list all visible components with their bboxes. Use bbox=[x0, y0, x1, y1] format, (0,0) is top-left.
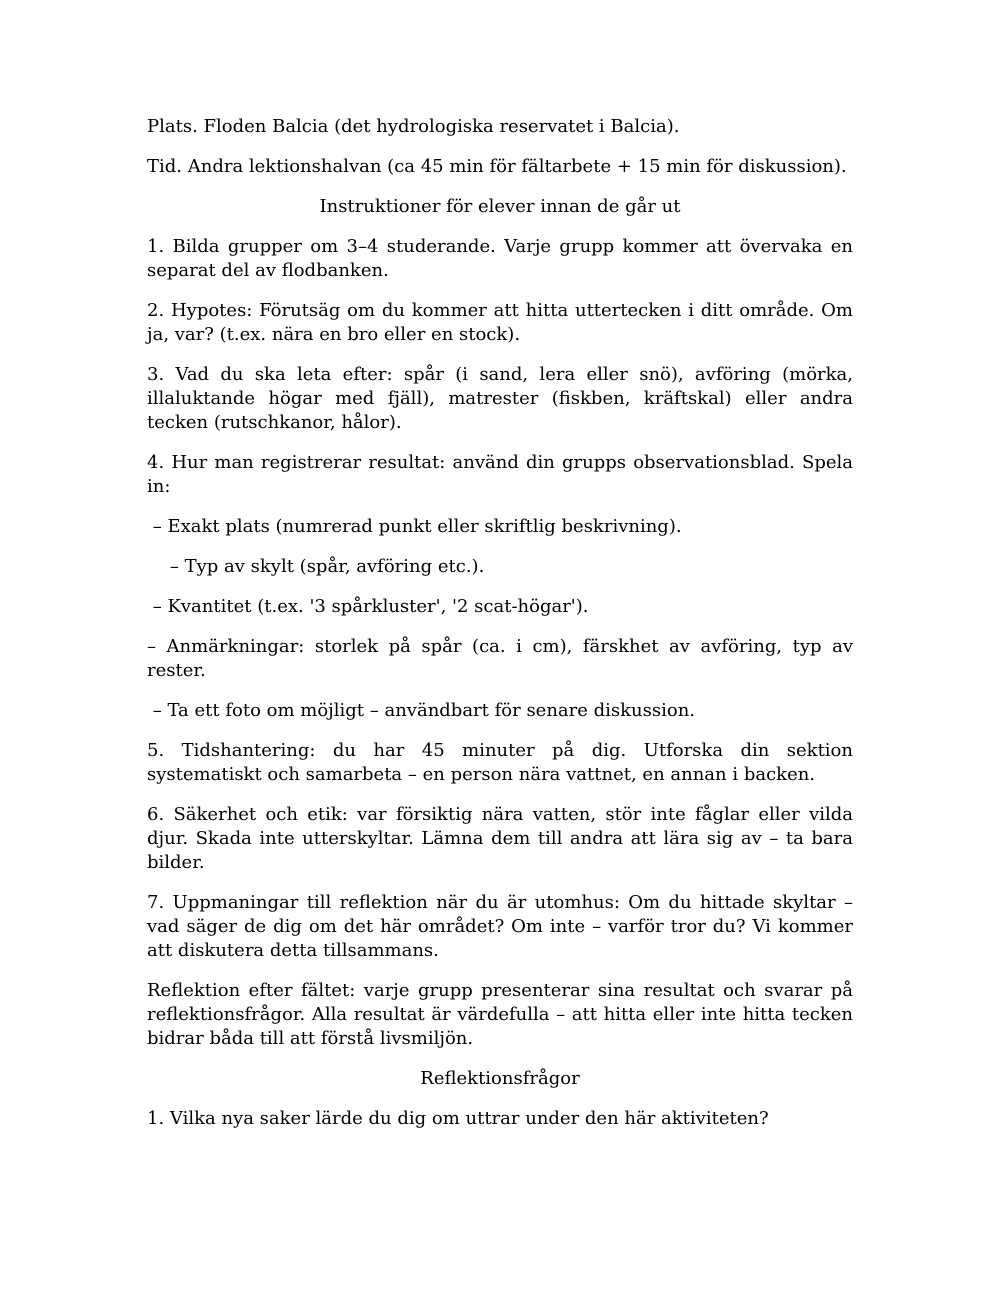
step-4: 4. Hur man registrerar resultat: använd din grupps observationsblad. Spela in: bbox=[147, 452, 853, 497]
record-item-remarks: – Anmärkningar: storlek på spår (ca. i cm), färskhet av avföring, typ av rester. bbox=[147, 636, 853, 681]
record-item-photo: – Ta ett foto om möjligt – användbart för senare diskussion. bbox=[147, 700, 696, 721]
step-7: 7. Uppmaningar till reflektion när du är utomhus: Om du hittade skyltar – vad säger de dig om det här området? Om inte – varför tror du? Vi kommer att diskutera detta tillsammans. bbox=[147, 892, 853, 961]
step-2: 2. Hypotes: Förutsäg om du kommer att hitta uttertecken i ditt område. Om ja, var? (t.ex. nära en bro eller en stock). bbox=[147, 300, 853, 345]
instructions-heading: Instruktioner för elever innan de går ut bbox=[319, 196, 681, 217]
time-line: Tid. Andra lektionshalvan (ca 45 min för fältarbete + 15 min för diskussion). bbox=[147, 156, 847, 177]
question-1: 1. Vilka nya saker lärde du dig om uttrar under den här aktiviteten? bbox=[147, 1108, 769, 1129]
document-body bbox=[147, 115, 853, 1147]
questions-heading: Reflektionsfrågor bbox=[420, 1068, 580, 1089]
step-1: 1. Bilda grupper om 3–4 studerande. Varje grupp kommer att övervaka en separat del av flodbanken. bbox=[147, 236, 853, 281]
step-6: 6. Säkerhet och etik: var försiktig nära vatten, stör inte fåglar eller vilda djur. Skada inte utterskyltar. Lämna dem till andra att lära sig av – ta bara bilder. bbox=[147, 804, 853, 873]
record-item-sign-type: – Typ av skylt (spår, avföring etc.). bbox=[147, 556, 485, 577]
step-3: 3. Vad du ska leta efter: spår (i sand, lera eller snö), avföring (mörka, illaluktande högar med fjäll), matrester (fiskben, kräftskal) eller andra tecken (rutschkanor, hålor). bbox=[147, 364, 853, 433]
record-item-quantity: – Kvantitet (t.ex. '3 spårkluster', '2 scat-högar'). bbox=[147, 596, 589, 617]
place-line: Plats. Floden Balcia (det hydrologiska reservatet i Balcia). bbox=[147, 116, 680, 137]
step-5: 5. Tidshantering: du har 45 minuter på dig. Utforska din sektion systematiskt och samarbeta – en person nära vattnet, en annan i backen. bbox=[147, 740, 853, 785]
reflection-after-field: Reflektion efter fältet: varje grupp presenterar sina resultat och svarar på reflektionsfrågor. Alla resultat är värdefulla – att hitta eller inte hitta tecken bidrar båda till att förstå livsmiljön. bbox=[147, 980, 853, 1049]
record-item-location: – Exakt plats (numrerad punkt eller skriftlig beskrivning). bbox=[147, 516, 682, 537]
